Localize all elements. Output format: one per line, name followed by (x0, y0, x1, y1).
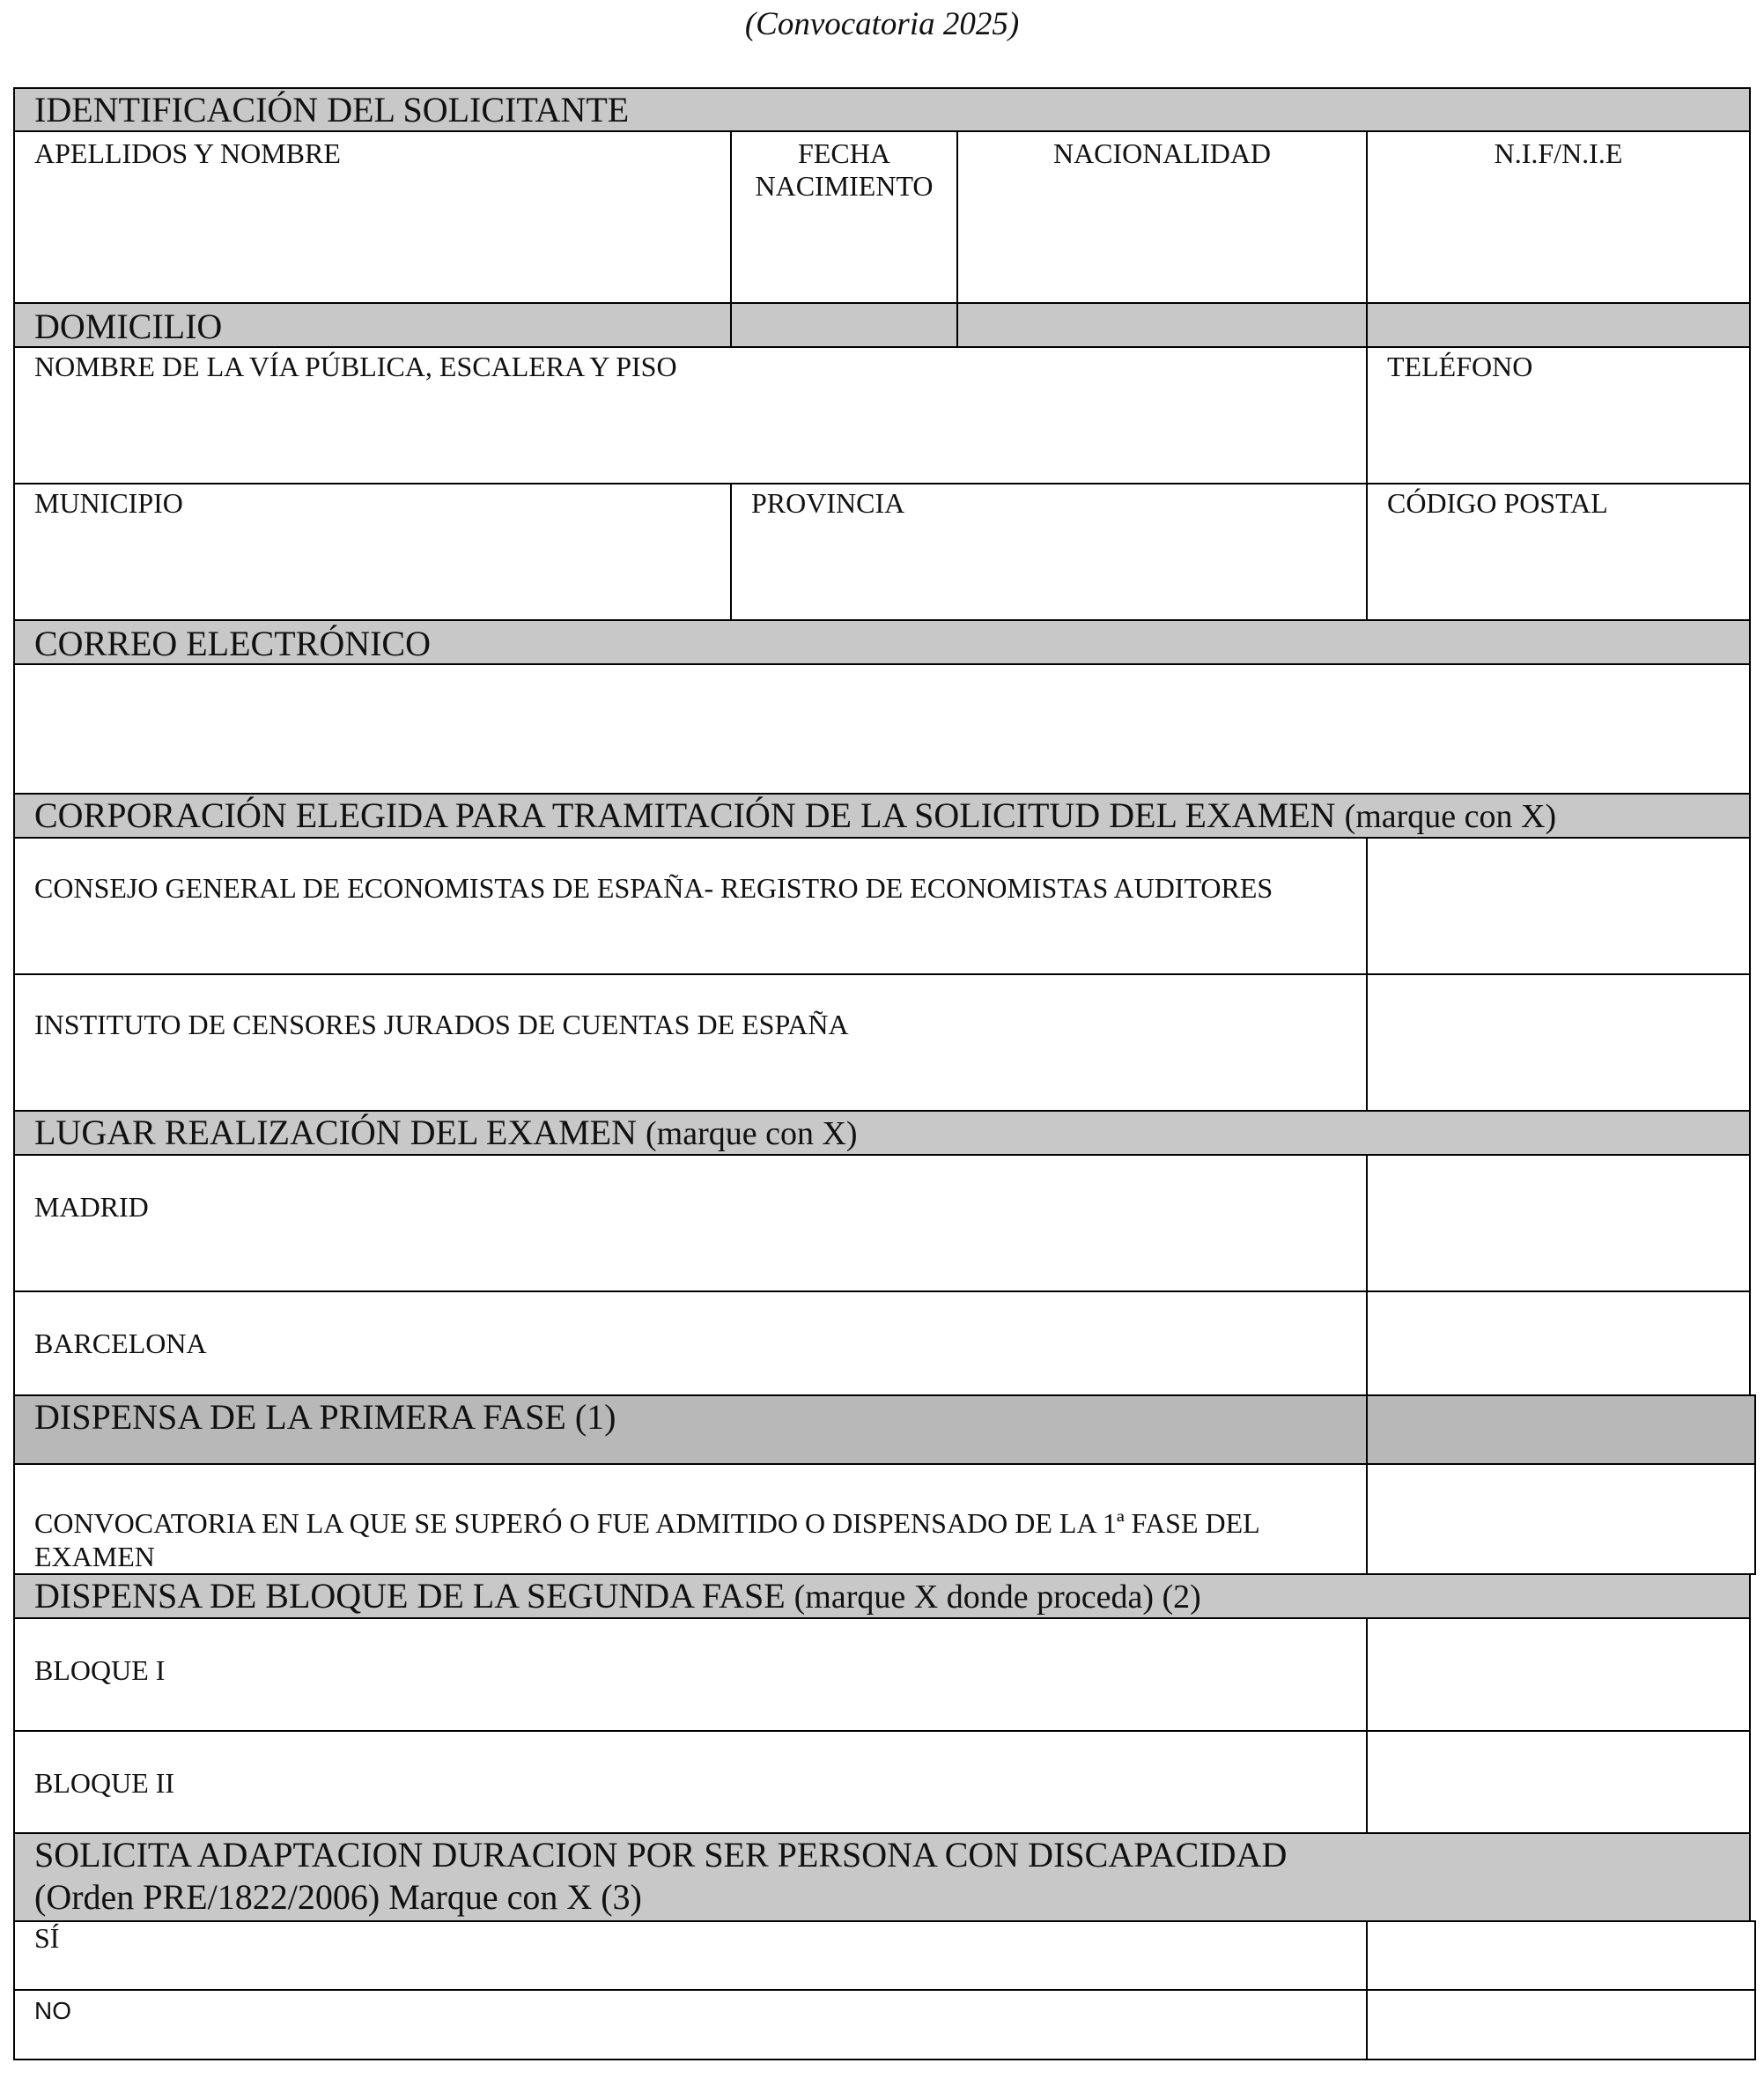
dispensa-primera-convocatoria-field[interactable] (1366, 1463, 1756, 1575)
correo-header-label: CORREO ELECTRÓNICO (34, 624, 431, 663)
domicilio-header (13, 302, 732, 348)
lugar-header-label: LUGAR REALIZACIÓN DEL EXAMEN (34, 1113, 637, 1152)
bloque-2-option (13, 1730, 1368, 1834)
bloque-2-checkbox[interactable] (1366, 1730, 1751, 1834)
adaptacion-option-no (13, 1989, 1368, 2060)
codigo-postal-field[interactable] (1366, 483, 1751, 621)
dispensa-primera-text-1: CONVOCATORIA EN LA QUE SE SUPERÓ O FUE ADMITIDO O DISPENSADO DE LA 1ª FASE DEL (34, 1507, 1260, 1539)
corporacion-checkbox-icjce[interactable] (1366, 973, 1751, 1112)
nif-nie-field[interactable] (1366, 130, 1751, 304)
fecha-nacimiento-field[interactable] (730, 130, 958, 304)
lugar-option-madrid-label: MADRID (34, 1191, 149, 1223)
adaptacion-header-label-1: SOLICITA ADAPTACION DURACION POR SER PERSONA CON DISCAPACIDAD (34, 1835, 1288, 1875)
bloque-1-label: BLOQUE I (34, 1654, 166, 1686)
adaptacion-option-no-label: NO (34, 1997, 71, 2024)
via-publica-field[interactable] (13, 346, 1368, 484)
domicilio-header-spacer (730, 302, 958, 348)
identificacion-header (13, 87, 1751, 132)
adaptacion-header-label-2: (Orden PRE/1822/2006) Marque con X (3) (34, 1877, 642, 1917)
dispensa-primera-text-2: EXAMEN (34, 1541, 155, 1572)
adaptacion-option-si-label: SÍ (34, 1922, 60, 1954)
telefono-label: TELÉFONO (1387, 351, 1533, 382)
nacionalidad-label: NACIONALIDAD (1052, 137, 1272, 169)
corporacion-header-label: CORPORACIÓN ELEGIDA PARA TRAMITACIÓN DE LA SOLICITUD DEL EXAMEN (34, 795, 1336, 835)
adaptacion-checkbox-si[interactable] (1366, 1920, 1756, 1991)
corporacion-option-cgee (13, 837, 1368, 975)
provincia-field[interactable] (730, 483, 1368, 621)
lugar-option-madrid (13, 1154, 1368, 1292)
codigo-postal-label: CÓDIGO POSTAL (1387, 487, 1608, 519)
lugar-checkbox-madrid[interactable] (1366, 1154, 1751, 1292)
domicilio-header-spacer (1366, 302, 1751, 348)
nif-nie-label: N.I.F/N.I.E (1494, 137, 1623, 169)
dispensa-primera-header-label: DISPENSA DE LA PRIMERA FASE (1) (34, 1397, 616, 1437)
identificacion-header-label: IDENTIFICACIÓN DEL SOLICITANTE (34, 90, 630, 129)
lugar-option-barcelona-label: BARCELONA (34, 1327, 207, 1359)
dispensa-primera-convocatoria (13, 1463, 1368, 1575)
adaptacion-header (13, 1832, 1751, 1922)
lugar-header-note: (marque con X) (645, 1115, 858, 1152)
bloque-1-option (13, 1617, 1368, 1732)
bloque-1-checkbox[interactable] (1366, 1617, 1751, 1732)
correo-header (13, 619, 1751, 665)
dispensa-segunda-header-note: (marque X donde proceda) (2) (793, 1579, 1201, 1616)
lugar-checkbox-barcelona[interactable] (1366, 1290, 1751, 1396)
domicilio-header-spacer (956, 302, 1368, 348)
corporacion-option-icjce (13, 973, 1368, 1112)
bloque-2-label: BLOQUE II (34, 1767, 175, 1799)
corporacion-header-note: (marque con X) (1344, 798, 1557, 835)
via-publica-label: NOMBRE DE LA VÍA PÚBLICA, ESCALERA Y PISO (34, 351, 677, 382)
domicilio-header-label: DOMICILIO (34, 307, 223, 346)
corporacion-header (13, 793, 1751, 839)
corporacion-option-icjce-label: INSTITUTO DE CENSORES JURADOS DE CUENTAS DE ESPAÑA (34, 1009, 849, 1040)
dispensa-segunda-header (13, 1573, 1751, 1619)
fecha-nacimiento-label-2: NACIMIENTO (755, 170, 934, 202)
adaptacion-checkbox-no[interactable] (1366, 1989, 1756, 2060)
correo-electronico-field[interactable] (13, 663, 1751, 795)
dispensa-primera-header-spacer (1366, 1394, 1756, 1465)
lugar-header (13, 1110, 1751, 1156)
nacionalidad-field[interactable] (956, 130, 1368, 304)
dispensa-segunda-header-label: DISPENSA DE BLOQUE DE LA SEGUNDA FASE (34, 1576, 786, 1616)
municipio-label: MUNICIPIO (34, 487, 183, 519)
convocatoria-subtitle: (Convocatoria 2025) (744, 6, 1020, 42)
lugar-option-barcelona (13, 1290, 1368, 1396)
adaptacion-option-si (13, 1920, 1368, 1991)
municipio-field[interactable] (13, 483, 732, 621)
provincia-label: PROVINCIA (751, 487, 905, 519)
apellidos-nombre-label: APELLIDOS Y NOMBRE (34, 137, 341, 169)
corporacion-option-cgee-label: CONSEJO GENERAL DE ECONOMISTAS DE ESPAÑA- REGISTRO DE ECONOMISTAS AUDITORES (34, 872, 1273, 904)
fecha-nacimiento-label-1: FECHA (798, 137, 890, 169)
telefono-field[interactable] (1366, 346, 1751, 484)
dispensa-primera-header (13, 1394, 1368, 1465)
corporacion-checkbox-cgee[interactable] (1366, 837, 1751, 975)
apellidos-nombre-field[interactable] (13, 130, 732, 304)
